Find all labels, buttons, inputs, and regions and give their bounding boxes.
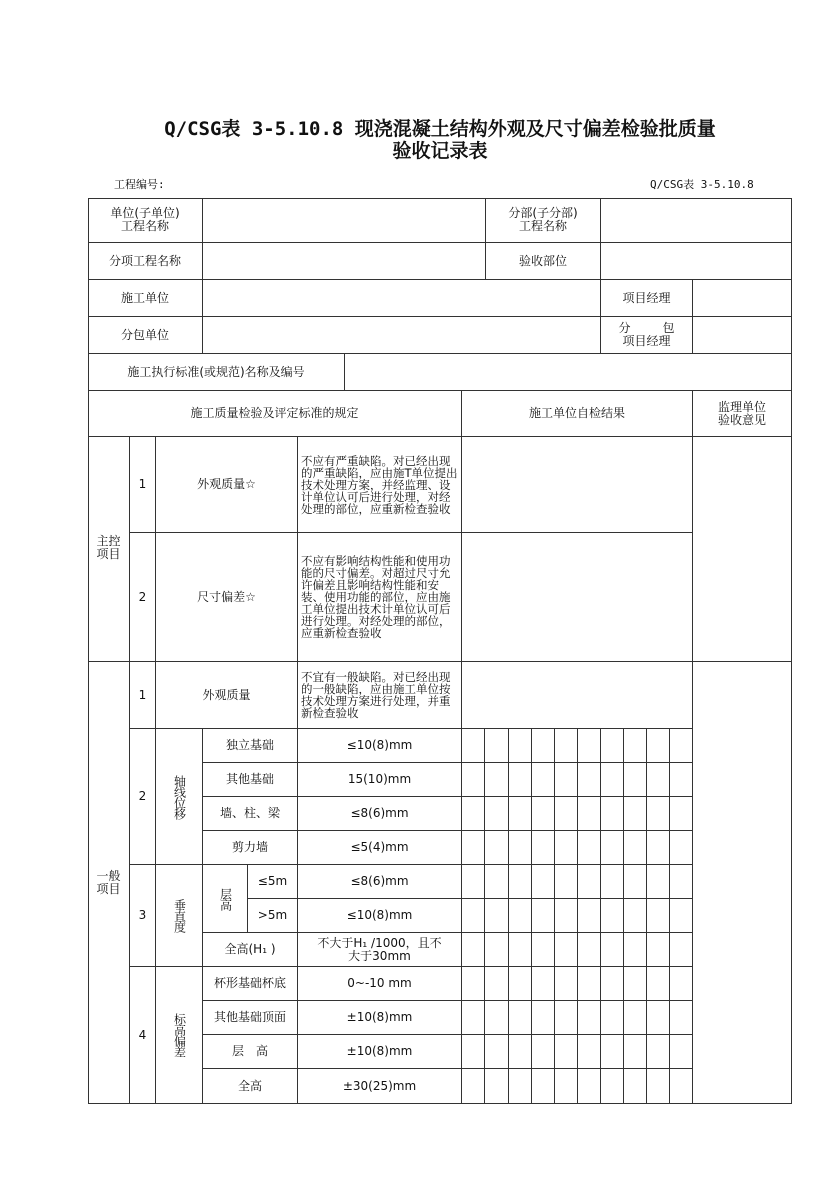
subcontract-unit-label: 分包单位 bbox=[88, 317, 203, 354]
check-cell[interactable] bbox=[670, 763, 693, 797]
check-cell[interactable] bbox=[670, 899, 693, 933]
check-cell[interactable] bbox=[647, 797, 670, 831]
check-cell[interactable] bbox=[555, 933, 578, 967]
subcontract-pm-c: 项目经理 bbox=[622, 334, 671, 348]
check-cell[interactable] bbox=[509, 1001, 532, 1035]
check-cell[interactable] bbox=[532, 967, 555, 1001]
check-cell[interactable] bbox=[509, 967, 532, 1001]
check-cell[interactable] bbox=[624, 1069, 647, 1104]
general-item1-name: 外观质量 bbox=[156, 662, 298, 729]
item4-row3-value: ±10(8)mm bbox=[298, 1035, 462, 1069]
check-cell[interactable] bbox=[670, 1069, 693, 1104]
check-cell[interactable] bbox=[485, 831, 509, 865]
project-manager-field[interactable] bbox=[693, 280, 792, 317]
general-item4-group bbox=[156, 967, 203, 1104]
check-cell[interactable] bbox=[485, 933, 509, 967]
check-cell[interactable] bbox=[601, 1069, 624, 1104]
check-cell[interactable] bbox=[555, 967, 578, 1001]
check-cell[interactable] bbox=[670, 967, 693, 1001]
check-cell[interactable] bbox=[578, 865, 601, 899]
general-item1-no: 1 bbox=[130, 662, 156, 729]
division-project-name-field[interactable] bbox=[601, 198, 792, 243]
check-cell[interactable] bbox=[509, 1035, 532, 1069]
verticality-label: 垂直度 bbox=[172, 899, 187, 932]
item3-row1-value: ≤8(6)mm bbox=[298, 865, 462, 899]
check-cell[interactable] bbox=[485, 1035, 509, 1069]
check-cell[interactable] bbox=[532, 831, 555, 865]
check-cell[interactable] bbox=[647, 1035, 670, 1069]
check-cell[interactable] bbox=[601, 933, 624, 967]
check-cell[interactable] bbox=[578, 763, 601, 797]
general-item3-no: 3 bbox=[130, 865, 156, 967]
elevation-deviation-label: 标高偏差 bbox=[172, 1013, 187, 1057]
check-cell[interactable] bbox=[485, 1001, 509, 1035]
check-cell[interactable] bbox=[509, 933, 532, 967]
check-cell[interactable] bbox=[485, 899, 509, 933]
check-cell[interactable] bbox=[555, 831, 578, 865]
check-cell[interactable] bbox=[555, 729, 578, 763]
check-cell[interactable] bbox=[601, 797, 624, 831]
check-cell[interactable] bbox=[578, 729, 601, 763]
check-cell[interactable] bbox=[578, 933, 601, 967]
check-cell[interactable] bbox=[555, 1035, 578, 1069]
check-cell[interactable] bbox=[555, 1069, 578, 1104]
check-cell[interactable] bbox=[462, 729, 485, 763]
subitem-project-name-label: 分项工程名称 bbox=[88, 243, 203, 280]
acceptance-part-label: 验收部位 bbox=[486, 243, 601, 280]
check-cell[interactable] bbox=[532, 1035, 555, 1069]
construction-unit-field[interactable] bbox=[203, 280, 601, 317]
check-cell[interactable] bbox=[670, 933, 693, 967]
main-item1-result[interactable] bbox=[462, 437, 693, 533]
item2-row3-name: 墙、柱、梁 bbox=[203, 797, 298, 831]
check-cell[interactable] bbox=[624, 797, 647, 831]
check-cell[interactable] bbox=[601, 729, 624, 763]
item2-row2-name: 其他基础 bbox=[203, 763, 298, 797]
general-item1-requirement: 不宜有一般缺陷。对已经出现的一般缺陷，应由施工单位按技术处理方案进行处理，并重新检查验收 bbox=[298, 662, 462, 729]
item2-row2-value: 15(10)mm bbox=[298, 763, 462, 797]
check-cell[interactable] bbox=[509, 865, 532, 899]
check-cell[interactable] bbox=[601, 899, 624, 933]
check-cell[interactable] bbox=[647, 933, 670, 967]
check-cell[interactable] bbox=[624, 763, 647, 797]
check-cell[interactable] bbox=[555, 1001, 578, 1035]
unit-project-name-field[interactable] bbox=[203, 198, 486, 243]
standard-name-label: 施工执行标准(或规范)名称及编号 bbox=[88, 354, 345, 391]
check-cell[interactable] bbox=[509, 899, 532, 933]
check-cell[interactable] bbox=[485, 763, 509, 797]
subcontract-pm-label bbox=[601, 317, 693, 354]
item2-row3-value: ≤8(6)mm bbox=[298, 797, 462, 831]
check-cell[interactable] bbox=[462, 865, 485, 899]
document-title-line2: 验收记录表 bbox=[392, 140, 488, 162]
check-cell[interactable] bbox=[462, 933, 485, 967]
check-cell[interactable] bbox=[532, 1001, 555, 1035]
floor-height-group bbox=[203, 865, 248, 933]
check-cell[interactable] bbox=[485, 967, 509, 1001]
check-cell[interactable] bbox=[624, 865, 647, 899]
form-code: Q/CSG表 3-5.10.8 bbox=[650, 178, 754, 191]
check-cell[interactable] bbox=[578, 831, 601, 865]
item4-row4-value: ±30(25)mm bbox=[298, 1069, 462, 1104]
check-cell[interactable] bbox=[624, 899, 647, 933]
check-cell[interactable] bbox=[578, 1035, 601, 1069]
main-item1-no: 1 bbox=[130, 437, 156, 533]
item2-row1-name: 独立基础 bbox=[203, 729, 298, 763]
check-cell[interactable] bbox=[624, 729, 647, 763]
floor-height-label: 层高 bbox=[218, 887, 233, 910]
check-cell[interactable] bbox=[578, 1001, 601, 1035]
check-cell[interactable] bbox=[532, 1069, 555, 1104]
standard-name-field[interactable] bbox=[345, 354, 792, 391]
acceptance-part-field[interactable] bbox=[601, 243, 792, 280]
division-project-name-label: 分部(子分部) 工程名称 bbox=[486, 198, 601, 243]
check-cell[interactable] bbox=[601, 1035, 624, 1069]
check-cell[interactable] bbox=[532, 865, 555, 899]
item3-row1-name: ≤5m bbox=[248, 865, 298, 899]
main-item2-result[interactable] bbox=[462, 533, 693, 662]
check-cell[interactable] bbox=[509, 831, 532, 865]
check-cell[interactable] bbox=[601, 1001, 624, 1035]
check-cell[interactable] bbox=[670, 729, 693, 763]
check-cell[interactable] bbox=[555, 763, 578, 797]
general-item4-no: 4 bbox=[130, 967, 156, 1104]
self-check-column-header: 施工单位自检结果 bbox=[462, 391, 693, 437]
check-cell[interactable] bbox=[532, 933, 555, 967]
item3-row2-value: ≤10(8)mm bbox=[298, 899, 462, 933]
supervisor-column-header: 监理单位 验收意见 bbox=[693, 391, 792, 437]
main-item2-requirement: 不应有影响结构性能和使用功能的尺寸偏差。对超过尺寸允许偏差且影响结构性能和安装、使用功能的部位，应由施工单位提出技术计单位认可后进行处理。对经处理的部位，应重新检查验收 bbox=[298, 533, 462, 662]
check-cell[interactable] bbox=[462, 967, 485, 1001]
check-cell[interactable] bbox=[532, 763, 555, 797]
project-manager-label: 项目经理 bbox=[601, 280, 693, 317]
subcontract-unit-field[interactable] bbox=[203, 317, 601, 354]
item4-row3-name: 层 高 bbox=[203, 1035, 298, 1069]
check-cell[interactable] bbox=[555, 865, 578, 899]
check-cell[interactable] bbox=[509, 729, 532, 763]
check-cell[interactable] bbox=[670, 865, 693, 899]
item2-row4-value: ≤5(4)mm bbox=[298, 831, 462, 865]
check-cell[interactable] bbox=[624, 1035, 647, 1069]
check-cell[interactable] bbox=[509, 1069, 532, 1104]
axis-offset-label: 轴线位移 bbox=[172, 774, 187, 819]
check-cell[interactable] bbox=[462, 763, 485, 797]
check-cell[interactable] bbox=[462, 797, 485, 831]
check-cell[interactable] bbox=[647, 729, 670, 763]
subcontract-pm-b: 包 bbox=[662, 321, 675, 335]
check-cell[interactable] bbox=[555, 797, 578, 831]
check-cell[interactable] bbox=[485, 729, 509, 763]
general-item3-group bbox=[156, 865, 203, 967]
general-item2-no: 2 bbox=[130, 729, 156, 865]
check-cell[interactable] bbox=[647, 763, 670, 797]
item3-row2-name: >5m bbox=[248, 899, 298, 933]
check-cell[interactable] bbox=[462, 831, 485, 865]
item4-row4-name: 全高 bbox=[203, 1069, 298, 1104]
construction-unit-label: 施工单位 bbox=[88, 280, 203, 317]
check-cell[interactable] bbox=[462, 1035, 485, 1069]
check-cell[interactable] bbox=[578, 967, 601, 1001]
check-cell[interactable] bbox=[462, 1069, 485, 1104]
general-label: 一般 项目 bbox=[88, 662, 130, 1104]
check-cell[interactable] bbox=[555, 899, 578, 933]
check-cell[interactable] bbox=[647, 1069, 670, 1104]
check-cell[interactable] bbox=[624, 831, 647, 865]
check-cell[interactable] bbox=[624, 1001, 647, 1035]
document-title-line1: Q/CSG表 3-5.10.8 现浇混凝土结构外观及尺寸偏差检验批质量 bbox=[164, 118, 716, 140]
check-cell[interactable] bbox=[462, 1001, 485, 1035]
item3-total-name: 全高(H₁ ) bbox=[203, 933, 298, 967]
check-cell[interactable] bbox=[578, 899, 601, 933]
main-supervisor-opinion[interactable] bbox=[693, 437, 792, 662]
check-cell[interactable] bbox=[462, 899, 485, 933]
main-item1-requirement: 不应有严重缺陷。对已经出现的严重缺陷，应由施T单位提出技术处理方案，并经监理、设计单位认可后进行处理，对经处理的部位，应重新检查验收 bbox=[298, 437, 462, 533]
standard-column-header: 施工质量检验及评定标准的规定 bbox=[88, 391, 462, 437]
check-cell[interactable] bbox=[485, 797, 509, 831]
subcontract-pm-a: 分 bbox=[618, 321, 631, 335]
check-cell[interactable] bbox=[485, 865, 509, 899]
check-cell[interactable] bbox=[578, 797, 601, 831]
item4-row2-name: 其他基础顶面 bbox=[203, 1001, 298, 1035]
check-cell[interactable] bbox=[647, 831, 670, 865]
check-cell[interactable] bbox=[670, 1035, 693, 1069]
check-cell[interactable] bbox=[532, 899, 555, 933]
item4-row1-value: 0~-10 mm bbox=[298, 967, 462, 1001]
item3-total-value: 不大于H₁ /1000，且不大于30mm bbox=[298, 933, 462, 967]
item4-row2-value: ±10(8)mm bbox=[298, 1001, 462, 1035]
check-cell[interactable] bbox=[601, 865, 624, 899]
check-cell[interactable] bbox=[532, 797, 555, 831]
item2-row4-name: 剪力墙 bbox=[203, 831, 298, 865]
unit-project-name-label: 单位(子单位) 工程名称 bbox=[88, 198, 203, 243]
check-cell[interactable] bbox=[578, 1069, 601, 1104]
check-cell[interactable] bbox=[647, 865, 670, 899]
check-cell[interactable] bbox=[670, 1001, 693, 1035]
check-cell[interactable] bbox=[647, 1001, 670, 1035]
subitem-project-name-field[interactable] bbox=[203, 243, 486, 280]
main-item1-name: 外观质量☆ bbox=[156, 437, 298, 533]
item4-row1-name: 杯形基础杯底 bbox=[203, 967, 298, 1001]
main-item2-name: 尺寸偏差☆ bbox=[156, 533, 298, 662]
check-cell[interactable] bbox=[532, 729, 555, 763]
subcontract-pm-field[interactable] bbox=[693, 317, 792, 354]
check-cell[interactable] bbox=[624, 933, 647, 967]
check-cell[interactable] bbox=[509, 797, 532, 831]
general-supervisor-opinion[interactable] bbox=[693, 662, 792, 1104]
check-cell[interactable] bbox=[624, 967, 647, 1001]
check-cell[interactable] bbox=[601, 763, 624, 797]
check-cell[interactable] bbox=[485, 1069, 509, 1104]
check-cell[interactable] bbox=[647, 967, 670, 1001]
project-number-label: 工程编号: bbox=[114, 178, 165, 191]
check-cell[interactable] bbox=[670, 831, 693, 865]
check-cell[interactable] bbox=[601, 831, 624, 865]
item2-row1-value: ≤10(8)mm bbox=[298, 729, 462, 763]
check-cell[interactable] bbox=[647, 899, 670, 933]
check-cell[interactable] bbox=[509, 763, 532, 797]
check-cell[interactable] bbox=[601, 967, 624, 1001]
general-item2-group bbox=[156, 729, 203, 865]
check-cell[interactable] bbox=[670, 797, 693, 831]
general-item1-result[interactable] bbox=[462, 662, 693, 729]
main-item2-no: 2 bbox=[130, 533, 156, 662]
main-control-label: 主控 项目 bbox=[88, 437, 130, 662]
